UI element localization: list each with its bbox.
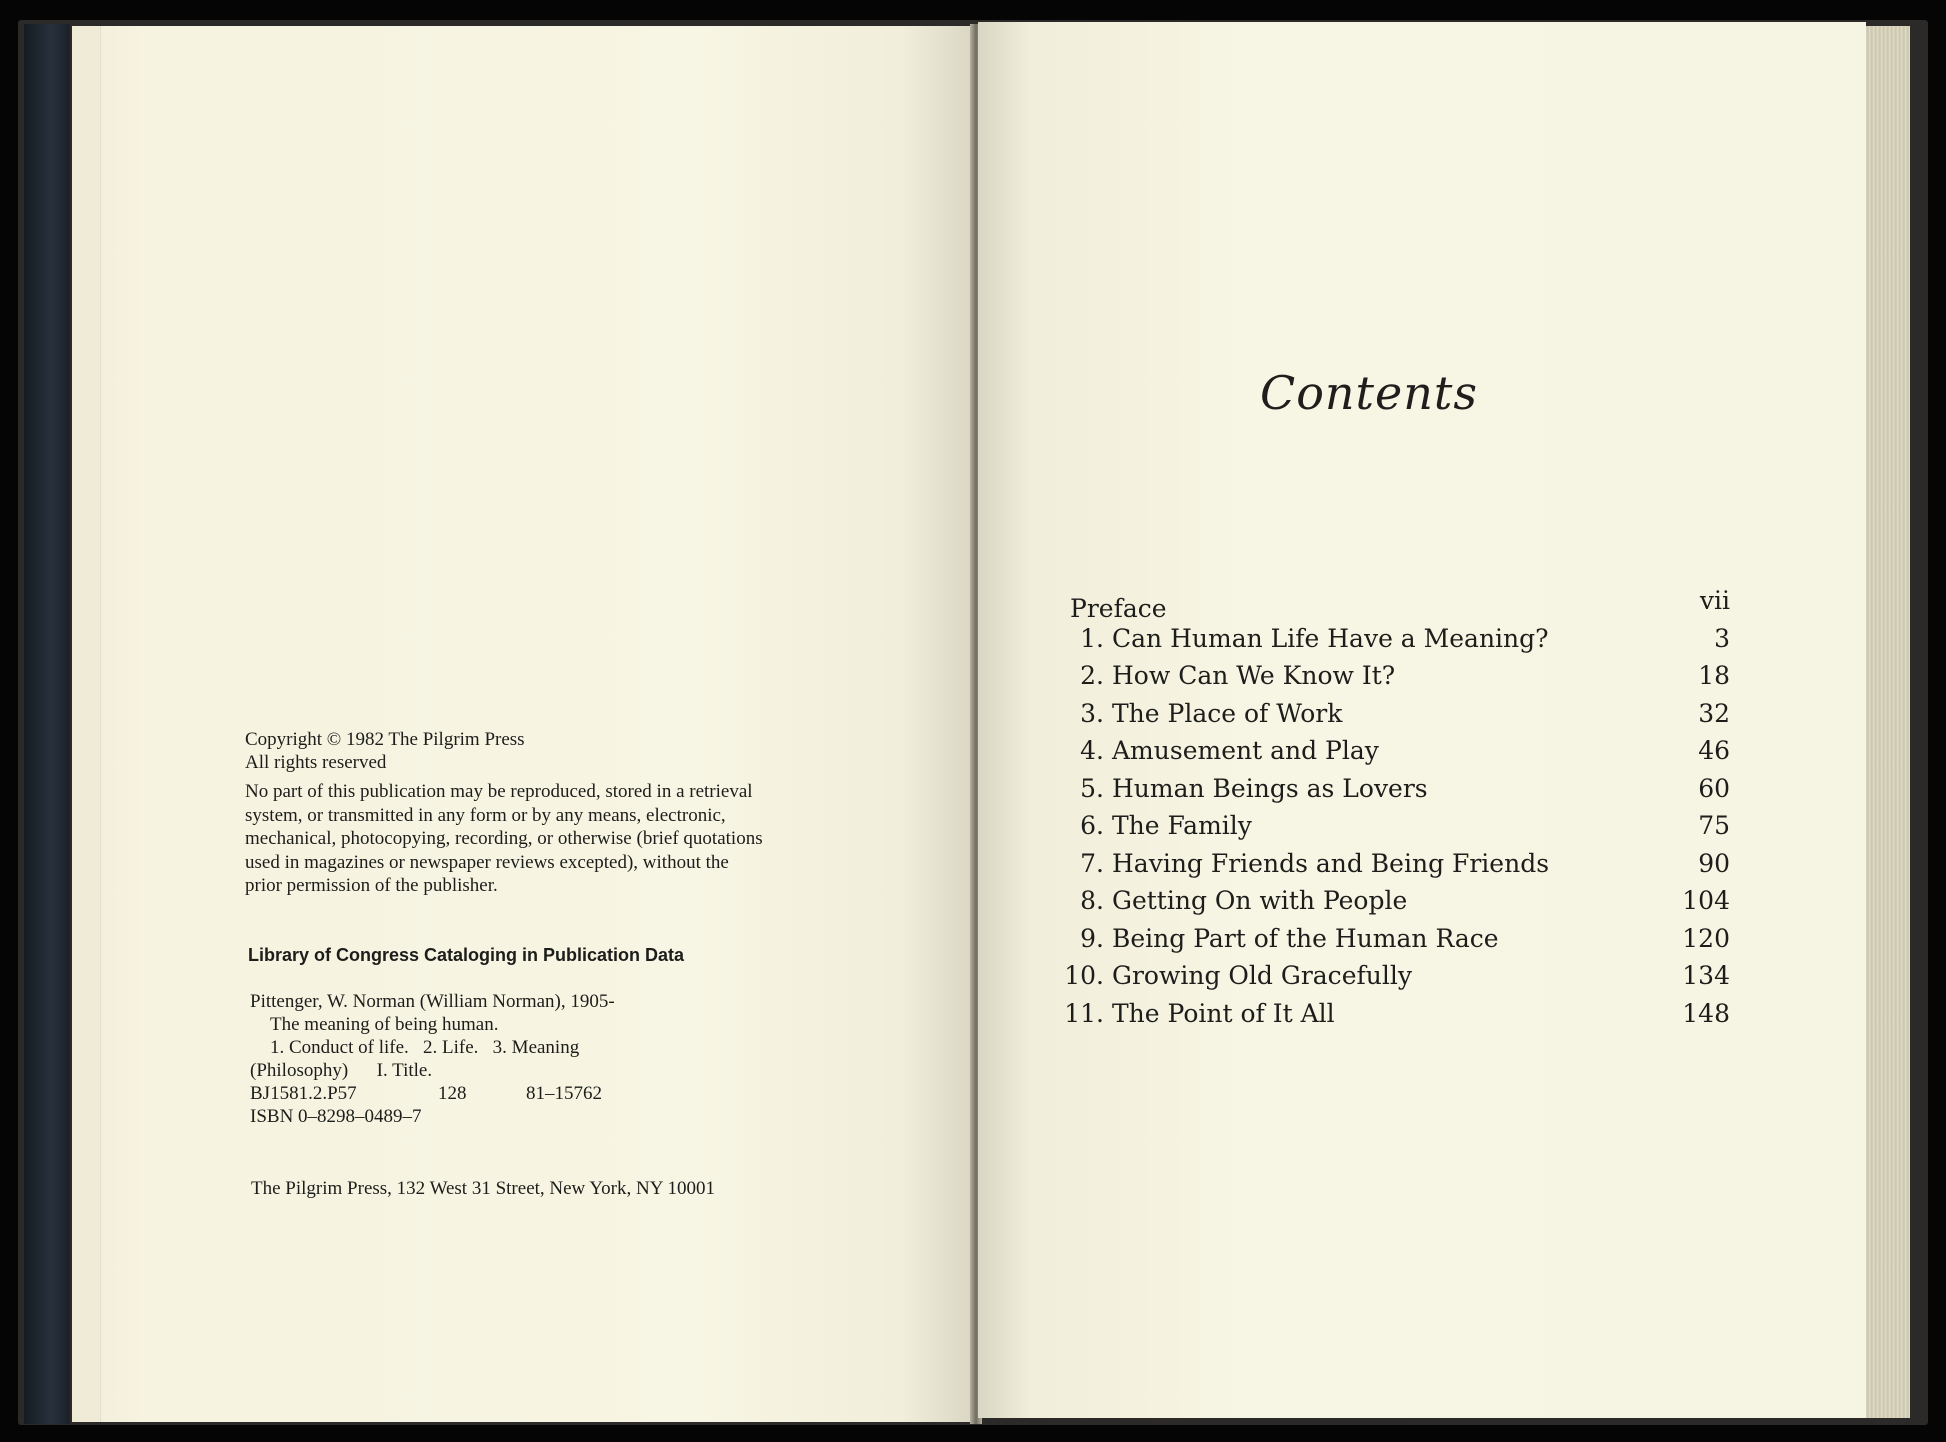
toc-entry-title: Can Human Life Have a Meaning?	[1112, 623, 1549, 653]
toc-entry-page: 3	[1714, 623, 1730, 653]
toc-entry-page: 120	[1682, 923, 1730, 953]
toc-entry-title: How Can We Know It?	[1112, 661, 1396, 690]
cip-author: Pittenger, W. Norman (William Norman), 1905-	[250, 991, 615, 1012]
toc-entry-number: 7.	[1080, 848, 1104, 878]
toc-entry-page: vii	[1699, 586, 1730, 615]
contents-title: Contents	[1260, 366, 1478, 420]
toc-entry-title: Getting On with People	[1112, 886, 1408, 915]
toc-row	[1064, 845, 1730, 883]
toc-row	[1064, 920, 1730, 958]
rights-line: All rights reserved	[245, 752, 387, 773]
toc-entry-title: Human Beings as Lovers	[1112, 773, 1428, 803]
copyright-block	[245, 728, 525, 774]
toc-entry-title: The Point of It All	[1112, 998, 1335, 1028]
cip-lccn: 81–15762	[526, 1083, 602, 1104]
rights-paragraph-line: system, or transmitted in any form or by any means, electronic,	[245, 804, 726, 826]
rights-paragraph-line: prior permission of the publisher.	[245, 875, 498, 896]
toc-entry-page: 32	[1698, 698, 1730, 728]
toc-row	[1064, 995, 1730, 1033]
cover-edge	[24, 24, 70, 1424]
toc-row	[1064, 770, 1730, 808]
toc-row	[1064, 657, 1730, 695]
copyright-line: Copyright © 1982 The Pilgrim Press	[245, 729, 525, 750]
cip-heading: Library of Congress Cataloging in Publication Data	[248, 945, 685, 965]
toc-entry-title: The Family	[1112, 811, 1252, 840]
toc-entry-page: 18	[1698, 661, 1730, 690]
toc-entry-page: 104	[1682, 886, 1730, 915]
cip-subjects: 1. Conduct of life. 2. Life. 3. Meaning	[270, 1037, 580, 1058]
rights-paragraph-line: used in magazines or newspaper reviews excepted), without the	[245, 851, 729, 873]
toc-entry-number: 5.	[1080, 773, 1104, 803]
toc-row	[1064, 695, 1730, 733]
cip-numbers	[250, 1082, 615, 1105]
toc-row-preface	[1064, 582, 1730, 623]
toc-row	[1064, 807, 1730, 845]
toc-entry-title: Amusement and Play	[1112, 736, 1379, 765]
toc-entry-number: 11.	[1064, 998, 1104, 1028]
toc-entry-page: 75	[1698, 811, 1730, 840]
table-of-contents	[1064, 582, 1730, 1032]
toc-entry-number: 4.	[1080, 736, 1104, 765]
toc-entry-number: 10.	[1064, 961, 1104, 990]
toc-row	[1064, 882, 1730, 920]
toc-entry-page: 148	[1682, 998, 1730, 1028]
endpaper-sheet	[72, 26, 101, 1422]
toc-entry-title: Preface	[1070, 594, 1167, 623]
left-page	[72, 26, 974, 1422]
toc-entry-title: The Place of Work	[1112, 698, 1343, 728]
toc-entry-title: Having Friends and Being Friends	[1112, 848, 1550, 878]
rights-paragraph-line: mechanical, photocopying, recording, or otherwise (brief quotations	[245, 828, 763, 849]
toc-entry-number: 1.	[1080, 623, 1104, 653]
rights-paragraph-line: No part of this publication may be reproduced, stored in a retrieval	[245, 781, 753, 802]
toc-entry-title: Growing Old Gracefully	[1112, 961, 1412, 990]
publisher-address: The Pilgrim Press, 132 West 31 Street, New York, NY 10001	[251, 1178, 715, 1199]
toc-entry-page: 46	[1698, 736, 1730, 765]
toc-row	[1064, 620, 1730, 658]
toc-entry-number: 2.	[1080, 661, 1104, 690]
cip-title: The meaning of being human.	[270, 1014, 499, 1035]
cip-record	[250, 990, 615, 1128]
toc-row	[1064, 957, 1730, 995]
page-edges	[1866, 26, 1910, 1418]
cip-isbn: ISBN 0–8298–0489–7	[250, 1106, 422, 1127]
toc-entry-page: 134	[1682, 961, 1730, 990]
toc-entry-page: 60	[1698, 773, 1730, 803]
toc-entry-number: 9.	[1080, 923, 1104, 953]
toc-row	[1064, 732, 1730, 770]
toc-entry-number: 8.	[1080, 886, 1104, 915]
toc-entry-page: 90	[1698, 848, 1730, 878]
cip-class-number: 128	[438, 1083, 467, 1104]
cip-call-number: BJ1581.2.P57	[250, 1083, 357, 1104]
toc-entry-title: Being Part of the Human Race	[1112, 923, 1499, 953]
cip-subjects-cont: (Philosophy) I. Title.	[250, 1060, 433, 1081]
toc-entry-number: 6.	[1080, 811, 1104, 840]
toc-entry-number: 3.	[1080, 698, 1104, 728]
rights-paragraph	[245, 780, 895, 898]
